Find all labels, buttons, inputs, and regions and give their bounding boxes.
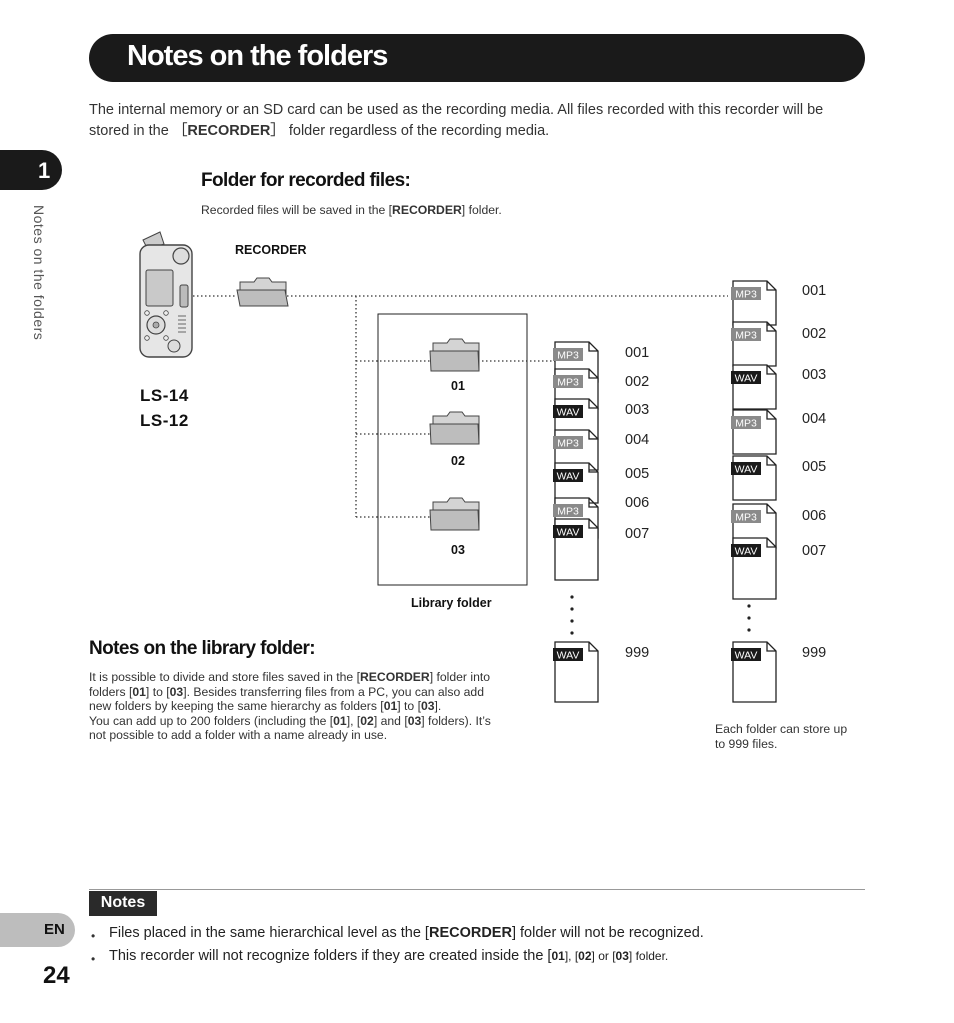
lib-l2b: 01 xyxy=(132,684,146,699)
recorder-file-number-001: 001 xyxy=(802,283,827,299)
recorder-file-999 xyxy=(731,642,776,702)
library-file-number-002: 002 xyxy=(625,374,650,390)
mp3-badge-text: MP3 xyxy=(557,505,579,518)
recorder-file-number-005: 005 xyxy=(802,459,827,475)
recorder-file-003 xyxy=(731,365,776,409)
mp3-badge-text: MP3 xyxy=(735,288,757,301)
intro-text-a: The internal memory or an SD card can be used as the recording media. All files recorded with this recorder will be xyxy=(89,102,824,118)
recorder-folder-label: RECORDER xyxy=(235,243,307,257)
page-title: Notes on the folders xyxy=(127,40,388,72)
capacity-line2: to 999 files. xyxy=(715,736,778,751)
wav-badge-text: WAV xyxy=(556,526,580,539)
library-file-number-005: 005 xyxy=(625,466,650,482)
lib-l2e: ]. Besides transferring files from a PC, you can also add xyxy=(183,684,484,699)
wav-badge-text: WAV xyxy=(734,545,758,558)
note1-a: Files placed in the same hierarchical level as the [ xyxy=(109,925,429,941)
recorder-file-001 xyxy=(731,281,776,325)
mp3-badge-text: MP3 xyxy=(735,417,757,430)
model-ls14: LS-14 xyxy=(140,386,189,405)
notes-bullet-1: • xyxy=(91,929,96,943)
note2-b: 01 xyxy=(551,949,565,963)
mp3-badge-text: MP3 xyxy=(735,329,757,342)
capacity-line1: Each folder can store up xyxy=(715,722,848,736)
note2-g: ] folder. xyxy=(628,949,669,963)
notes-label: Notes xyxy=(89,891,157,916)
lib-l1c: ] folder into xyxy=(429,670,491,684)
intro-recorder-bracket: ［RECORDER］ xyxy=(172,123,285,139)
lib-l1b: RECORDER xyxy=(359,670,430,684)
capacity-note xyxy=(715,722,847,751)
desc-a: Recorded files will be saved in the [ xyxy=(201,203,393,217)
recorded-files-heading: Folder for recorded files: xyxy=(201,170,411,191)
recorder-file-002 xyxy=(731,322,776,366)
wav-badge-text: WAV xyxy=(734,372,758,385)
lib-l4d: 02 xyxy=(360,713,374,728)
recorder-file-number-004: 004 xyxy=(802,411,827,427)
library-file-007 xyxy=(553,519,598,580)
note-item-2 xyxy=(109,948,668,964)
lib-l3b: 01 xyxy=(383,699,398,713)
lib-l3c: ] to [ xyxy=(397,699,421,713)
folder-03-icon xyxy=(430,498,479,530)
wav-badge-text: WAV xyxy=(734,463,758,476)
recorder-file-number-007: 007 xyxy=(802,543,827,559)
note1-b: RECORDER xyxy=(428,925,512,941)
lib-l2a: folders [ xyxy=(89,684,133,699)
recorder-file-005 xyxy=(731,456,776,500)
lib-l4c: ], [ xyxy=(346,713,361,728)
lib-l5: not possible to add a folder with a name already in use. xyxy=(89,728,388,742)
note2-f: 03 xyxy=(615,949,629,963)
library-file-999 xyxy=(553,642,598,702)
language-tab xyxy=(0,913,75,947)
lib-l1a: It is possible to divide and store files saved in the [ xyxy=(89,670,360,684)
notes-divider xyxy=(89,889,865,890)
library-file-number-007: 007 xyxy=(625,526,650,542)
library-file-number-003: 003 xyxy=(625,402,650,418)
lib-l4a: You can add up to 200 folders (including the [ xyxy=(89,713,334,728)
recorder-device-icon xyxy=(140,232,192,357)
lib-l4b: 01 xyxy=(333,713,347,728)
folder-02-label: 02 xyxy=(451,454,465,468)
library-file-stack xyxy=(553,342,598,702)
folder-03-label: 03 xyxy=(451,543,465,557)
folder-01-label: 01 xyxy=(451,379,465,393)
recorder-file-number-003: 003 xyxy=(802,367,827,383)
folder-02-icon xyxy=(430,412,479,444)
library-folder-caption: Library folder xyxy=(411,596,492,610)
library-file-number-004: 004 xyxy=(625,432,650,448)
desc-bold: RECORDER xyxy=(392,203,462,217)
mp3-badge-text: MP3 xyxy=(557,376,579,389)
lib-l2d: 03 xyxy=(169,684,184,699)
library-file-number-001: 001 xyxy=(625,345,650,361)
lib-l4g: ] folders). It’s xyxy=(421,713,491,728)
recorder-file-number-999: 999 xyxy=(802,645,827,661)
chapter-label: Notes on the folders xyxy=(31,205,47,341)
wav-badge-text: WAV xyxy=(556,649,580,662)
recorder-file-007 xyxy=(731,538,776,599)
mp3-badge-text: MP3 xyxy=(557,437,579,450)
language-label: EN xyxy=(44,921,65,938)
wav-badge-text: WAV xyxy=(556,406,580,419)
lib-l4e: ] and [ xyxy=(373,713,408,728)
note-item-1 xyxy=(109,925,704,941)
folder-01-icon xyxy=(430,339,479,371)
note1-c: ] folder will not be recognized. xyxy=(511,925,704,941)
desc-b: ] folder. xyxy=(461,203,502,217)
recorder-folder-icon xyxy=(237,278,288,306)
recorder-file-number-006: 006 xyxy=(802,508,827,524)
intro-text-b: stored in the xyxy=(89,123,169,139)
lib-l3: new folders by keeping the same hierarchy as folders [ xyxy=(89,699,384,713)
library-notes-heading: Notes on the library folder: xyxy=(89,638,316,659)
lib-l4f: 03 xyxy=(407,713,422,728)
library-file-number-006: 006 xyxy=(625,495,650,511)
note2-d: 02 xyxy=(578,949,592,963)
chapter-number: 1 xyxy=(38,158,51,183)
page-number: 24 xyxy=(43,962,70,989)
model-ls12: LS-12 xyxy=(140,411,189,430)
wav-badge-text: WAV xyxy=(734,649,758,662)
mp3-badge-text: MP3 xyxy=(557,349,579,362)
lib-l2c: ] to [ xyxy=(145,684,170,699)
intro-text-c: folder regardless of the recording media. xyxy=(288,123,550,139)
note2-a: This recorder will not recognize folders if they are created inside the [ xyxy=(109,948,552,964)
wav-badge-text: WAV xyxy=(556,470,580,483)
library-file-number-999: 999 xyxy=(625,645,650,661)
recorder-file-004 xyxy=(731,410,776,454)
recorder-file-stack xyxy=(731,281,776,702)
lib-l3d: 03 xyxy=(420,699,435,713)
mp3-badge-text: MP3 xyxy=(735,511,757,524)
note2-c: ], [ xyxy=(564,949,579,963)
notes-bullet-2: • xyxy=(91,952,96,966)
library-notes-body xyxy=(89,670,529,743)
ellipsis-dots xyxy=(570,595,750,634)
lib-l3e: ]. xyxy=(434,699,442,713)
note2-e: ] or [ xyxy=(591,949,616,963)
recorder-file-number-002: 002 xyxy=(802,326,827,342)
